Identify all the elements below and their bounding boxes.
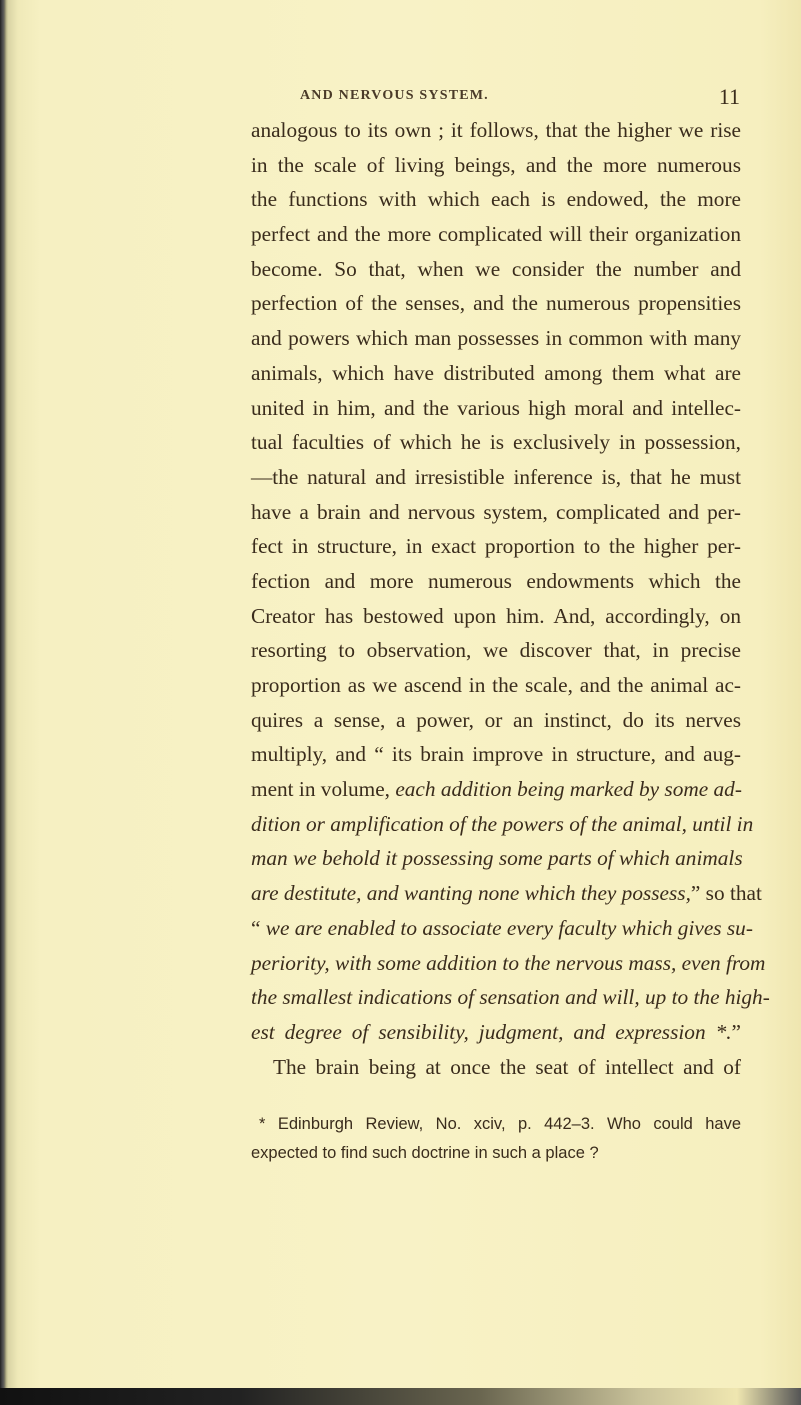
text-segment: the functions with which each is endowed, the more: [251, 187, 741, 212]
italic-quote-segment: est degree of sensibility, judgment, and expression *.: [251, 1019, 732, 1044]
text-segment: multiply, and “ its brain improve in structure, and aug-: [251, 742, 741, 767]
text-segment: The brain being at once the seat of intellect and of: [273, 1054, 741, 1079]
text-line: [251, 460, 741, 495]
text-line: [251, 495, 741, 530]
text-segment: fection and more numerous endowments which the: [251, 568, 741, 593]
footnotes: [251, 1110, 741, 1168]
text-segment: “: [251, 915, 266, 940]
text-segment: analogous to its own ; it follows, that the higher we rise: [251, 118, 741, 142]
text-line: [251, 633, 741, 668]
text-segment: united in him, and the various high moral and intellec-: [251, 395, 741, 420]
text-line: [251, 599, 741, 634]
text-segment: perfection of the senses, and the numerous propensities: [251, 291, 741, 316]
text-line: [251, 980, 770, 1015]
text-segment: quires a sense, a power, or an instinct, do its nerves: [251, 707, 741, 732]
italic-quote-segment: man we behold it possessing some parts of which animals: [251, 846, 743, 871]
text-line: [251, 217, 741, 252]
scan-bottom-edge: [0, 1388, 801, 1405]
page-header: [300, 84, 740, 114]
text-segment: and powers which man possesses in common with many: [251, 326, 741, 351]
book-binding-edge: [0, 0, 6, 1405]
text-segment: ment in volume,: [251, 777, 396, 802]
text-line: [251, 946, 766, 981]
text-segment: have a brain and nervous system, complicated and per-: [251, 499, 741, 524]
text-segment: resorting to observation, we discover that, in precise: [251, 638, 741, 663]
italic-quote-segment: each addition being marked by some ad-: [395, 777, 742, 802]
text-segment: become. So that, when we consider the number and: [251, 256, 741, 281]
text-segment: animals, which have distributed among them what are: [251, 360, 741, 385]
text-line: [251, 876, 762, 911]
text-segment: in the scale of living beings, and the more numerous: [251, 152, 741, 177]
text-line: [251, 911, 753, 946]
text-segment: proportion as we ascend in the scale, and the animal ac-: [251, 673, 741, 697]
text-line: [251, 425, 741, 460]
text-line: [251, 668, 741, 703]
text-line: [251, 529, 741, 564]
text-segment: tual faculties of which he is exclusively in possession,: [251, 430, 741, 455]
text-line: [251, 1015, 741, 1050]
text-line: [251, 737, 741, 772]
footnote-line: * Edinburgh Review, No. xciv, p. 442–3. Who could have: [259, 1115, 741, 1133]
page-number: 11: [718, 84, 740, 109]
text-line: [251, 321, 741, 356]
text-line: [251, 148, 741, 183]
text-line: [251, 807, 754, 842]
text-line: [251, 841, 741, 876]
italic-quote-segment: dition or amplification of the powers of the animal, until in: [251, 811, 754, 836]
text-line: [251, 356, 741, 391]
text-segment: Creator has bestowed upon him. And, accordingly, on: [251, 603, 741, 628]
text-line: [251, 113, 741, 148]
text-line: [251, 391, 741, 426]
text-line: [251, 1050, 741, 1085]
italic-quote-segment: the smallest indications of sensation and will, up to the high-: [251, 985, 770, 1010]
text-line: [251, 182, 741, 217]
text-segment: perfect and the more complicated will their organization: [251, 222, 741, 247]
text-line: [251, 286, 741, 321]
text-segment: ” so that: [690, 881, 762, 906]
text-segment: fect in structure, in exact proportion to the higher per-: [251, 534, 741, 559]
body-text: [251, 113, 770, 1084]
text-line: [251, 252, 741, 287]
italic-quote-segment: are destitute, and wanting none which they possess,: [251, 881, 691, 906]
footnote-line: expected to find such doctrine in such a place ?: [251, 1144, 599, 1162]
text-line: [251, 772, 741, 807]
text-segment: —the natural and irresistible inference is, that he must: [251, 464, 741, 489]
italic-quote-segment: periority, with some addition to the nervous mass, even from: [251, 950, 766, 975]
running-head: AND NERVOUS SYSTEM.: [300, 88, 489, 103]
text-segment: ”: [731, 1019, 741, 1044]
italic-quote-segment: we are enabled to associate every faculty which gives su-: [265, 915, 753, 940]
text-line: [251, 703, 741, 738]
text-line: [251, 564, 741, 599]
